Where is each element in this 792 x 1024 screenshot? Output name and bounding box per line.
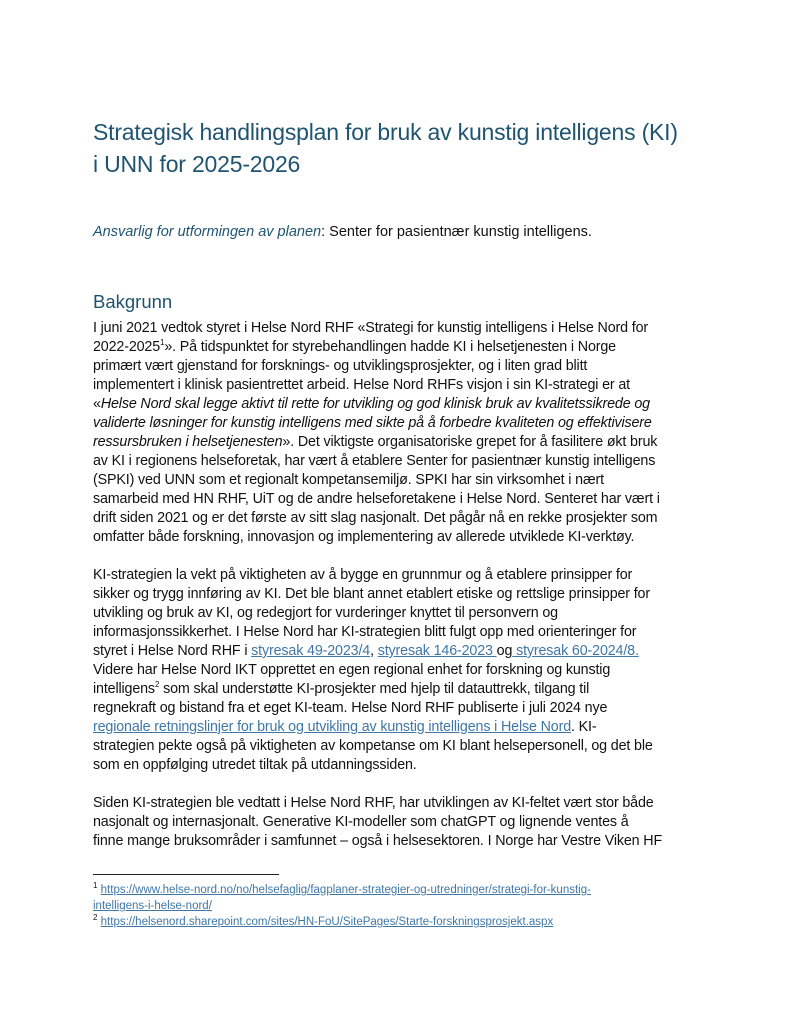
text-line: samarbeid med HN RHF, UiT og de andre helseforetakene i Helse Nord. Senteret har vært i xyxy=(93,491,660,507)
text-span: intelligens xyxy=(93,681,155,697)
section-heading: Bakgrunn xyxy=(93,291,173,312)
text-line: (SPKI) ved UNN som et regionalt kompetansemiljø. SPKI har sin virksomhet i nært xyxy=(93,472,604,488)
responsible-value: : Senter for pasientnær kunstig intelligens. xyxy=(321,224,592,240)
footnote-ref-2[interactable]: 2 xyxy=(154,680,160,690)
footnote-ref-1[interactable]: 1 xyxy=(160,338,165,348)
footnote-1-cont xyxy=(93,898,713,914)
text-line: utvikling og bruk av KI, og redegjort for vurderinger knyttet til personvern og xyxy=(93,605,558,621)
text-line xyxy=(93,414,713,433)
text-line: Siden KI-strategien ble vedtatt i Helse Nord RHF, har utviklingen av KI-feltet vært stor både xyxy=(93,795,654,811)
text-span: « xyxy=(93,396,101,412)
title-line-1: Strategisk handlingsplan for bruk av kunstig intelligens (KI) xyxy=(93,119,678,145)
text-line: drift siden 2021 og er det første av sitt slag nasjonalt. Det pågår nå en rekke prosjekter som xyxy=(93,510,658,526)
text-line: strategien pekte også på viktigheten av kompetanse om KI blant helsepersonell, og det ble xyxy=(93,738,653,754)
text-span: og xyxy=(496,643,513,659)
responsible-line xyxy=(93,222,592,242)
text-span: ». Det viktigste organisatoriske grepet for å fasilitere økt bruk xyxy=(282,434,658,450)
footnote-1-link-cont[interactable]: intelligens-i-helse-nord/ xyxy=(93,900,212,912)
link-regional-guidelines[interactable]: regionale retningslinjer for bruk og utvikling av kunstig intelligens i Helse Nord xyxy=(93,719,572,735)
text-line: I juni 2021 vedtok styret i Helse Nord RHF «Strategi for kunstig intelligens i Helse Nord for xyxy=(93,320,649,336)
paragraph-1 xyxy=(93,319,713,547)
quote-italic: Helse Nord skal legge aktivt til rette for utvikling og god klinisk bruk av kvalitetssikrede og xyxy=(100,396,650,412)
text-line: som en oppfølging utredet tiltak på utdanningssiden. xyxy=(93,757,417,773)
footnotes xyxy=(93,882,713,930)
responsible-label: Ansvarlig for utformingen av planen xyxy=(93,224,322,240)
footnote-2-link[interactable]: https://helsenord.sharepoint.com/sites/HN-FoU/SitePages/Starte-forskningsprosjekt.aspx xyxy=(100,916,554,928)
text-line xyxy=(93,642,713,661)
title-line-2: i UNN for 2025-2026 xyxy=(93,151,301,177)
paragraph-2 xyxy=(93,566,713,775)
text-line: omfatter både forskning, innovasjon og implementering av allerede utviklede KI-verktøy. xyxy=(93,529,635,545)
text-line: regnekraft og bistand fra et eget KI-team. Helse Nord RHF publiserte i juli 2024 nye xyxy=(93,700,608,716)
text-span: ». På tidspunktet for styrebehandlingen hadde KI i helsetjenesten i Norge xyxy=(164,339,616,355)
text-line: Videre har Helse Nord IKT opprettet en egen regional enhet for forskning og kunstig xyxy=(93,662,611,678)
text-line: finne mange bruksområder i samfunnet – også i helsesektoren. I Norge har Vestre Viken HF xyxy=(93,833,663,849)
text-line: informasjonssikkerhet. I Helse Nord har KI-strategien blitt fulgt opp med orienteringer for xyxy=(93,624,637,640)
text-line: KI-strategien la vekt på viktigheten av å bygge en grunnmur og å etablere prinsipper for xyxy=(93,567,633,583)
text-line: primært vært gjenstand for forsknings- og utviklingsprosjekter, og i liten grad blitt xyxy=(93,358,588,374)
footnote-divider xyxy=(93,874,279,875)
text-line: sikker og trygg innføring av KI. Det ble blant annet etablert etiske og rettslige prinsipper for xyxy=(93,586,650,602)
text-line xyxy=(93,680,713,699)
text-line xyxy=(93,395,713,414)
text-line: implementert i klinisk pasientrettet arbeid. Helse Nord RHFs visjon i sin KI-strategi er at xyxy=(93,377,630,393)
text-line xyxy=(93,718,713,737)
footnote-number: 1 xyxy=(93,881,98,891)
text-span: , xyxy=(370,643,378,659)
quote-italic: ressursbruken i helsetjenesten xyxy=(93,434,283,450)
link-styresak-60[interactable]: styresak 60-2024/8. xyxy=(512,643,639,659)
text-line xyxy=(93,338,713,357)
text-span: . KI- xyxy=(571,719,597,735)
footnote-2 xyxy=(93,914,713,930)
text-line: nasjonalt og internasjonalt. Generative KI-modeller som chatGPT og lignende ventes å xyxy=(93,814,629,830)
page-title xyxy=(93,116,733,180)
quote-italic: validerte løsninger for kunstig intelligens med sikte på å forbedre kvaliteten og effektivisere xyxy=(93,415,652,431)
text-line xyxy=(93,433,713,452)
footnote-1-link[interactable]: https://www.helse-nord.no/no/helsefaglig/fagplaner-strategier-og-utredninger/strategi-for-kunstig- xyxy=(100,884,591,896)
paragraph-3 xyxy=(93,794,713,851)
text-span: som skal understøtte KI-prosjekter med hjelp til datauttrekk, tilgang til xyxy=(159,681,590,697)
link-styresak-49[interactable]: styresak 49-2023/4 xyxy=(251,643,371,659)
link-styresak-146[interactable]: styresak 146-2023 xyxy=(377,643,497,659)
text-span: 2022-2025 xyxy=(93,339,161,355)
text-span: styret i Helse Nord RHF i xyxy=(93,643,252,659)
footnote-number: 2 xyxy=(93,913,98,923)
text-line: av KI i regionens helseforetak, har vært å etablere Senter for pasientnær kunstig intelligens xyxy=(93,453,656,469)
footnote-1 xyxy=(93,882,713,898)
